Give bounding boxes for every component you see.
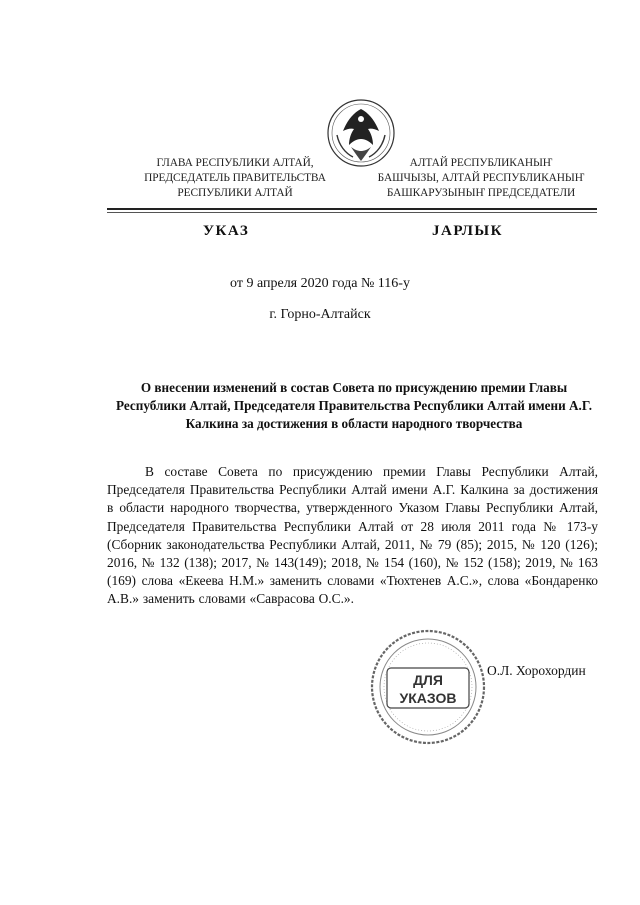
doc-type-russian: УКАЗ [203, 223, 250, 239]
official-stamp [369, 628, 487, 746]
header-divider [107, 208, 597, 210]
stamp-line-2: УКАЗОВ [399, 690, 457, 706]
issuer-line: ГЛАВА РЕСПУБЛИКИ АЛТАЙ, [156, 157, 314, 169]
issuer-header-altai [366, 156, 596, 201]
issuer-line: АЛТАЙ РЕСПУБЛИКАНЫҤ [409, 157, 553, 169]
doc-type-altai: JАРЛЫК [432, 223, 504, 239]
document-heading: О внесении изменений в состав Совета по присуждению премии Главы Республики Алтай, Председателя Правительства Республики Алтай имени А.Г. Калкина за достижения в области народного творчества [115, 380, 593, 431]
signer-name: О.Л. Хорохордин [487, 663, 586, 678]
issuer-header-russian [110, 156, 360, 201]
document-body: В составе Совета по присуждению премии Главы Республики Алтай, Председателя Правительства Республики Алтай имени А.Г. Калкина за достижения в области народного творчества, утвержденного Указом Главы Республики Алтай, Председателя Правительства Республики Алтай от 28 июля 2011 года № 173-у (Сборник законодательства Республики Алтай, 2011, № 79 (85); 2015, № 120 (126); 2016, № 132 (138); 2017, № 143(149); 2018, № 154 (160), № 152 (158); 2019, № 163 (169) слова «Екеева Н.М.» заменить словами «Тюхтенев А.С.», слова «Бондаренко А.В.» заменить словами «Саврасова О.С.». [107, 464, 598, 607]
document-date-number: от 9 апреля 2020 года № 116-у [230, 276, 410, 291]
issuer-line: ПРЕДСЕДАТЕЛЬ ПРАВИТЕЛЬСТВА [144, 172, 326, 184]
document-city: г. Горно-Алтайск [269, 307, 371, 322]
issuer-line: БАШЧЫЗЫ, АЛТАЙ РЕСПУБЛИКАНЫҤ [377, 172, 585, 184]
stamp-line-1: ДЛЯ [413, 672, 443, 688]
header-divider-thin [107, 212, 597, 213]
issuer-line: БАШКАРУЗЫНЫҤ ПРЕДСЕДАТЕЛИ [386, 187, 576, 199]
issuer-line: РЕСПУБЛИКИ АЛТАЙ [177, 187, 293, 199]
